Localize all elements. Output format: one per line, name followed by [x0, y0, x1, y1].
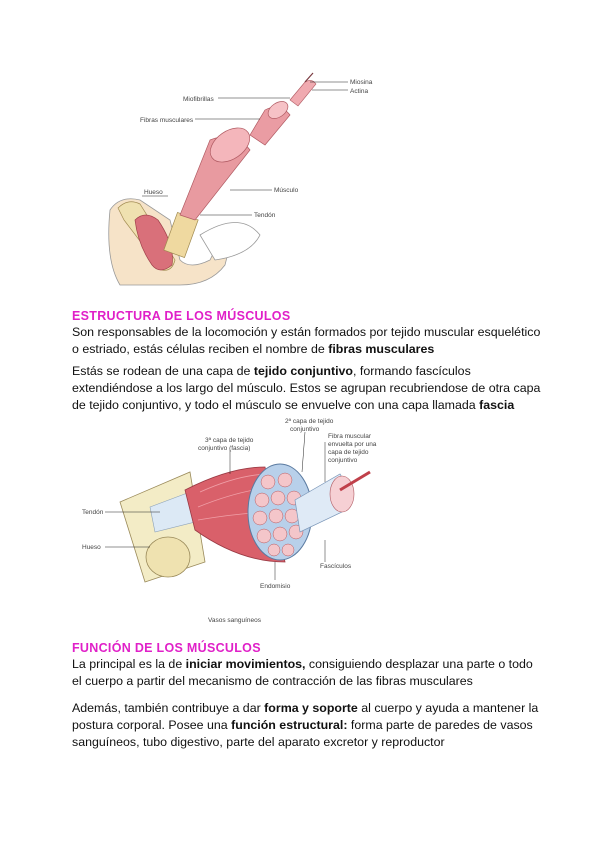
bone-end — [146, 537, 190, 577]
label-actina: Actina — [350, 88, 369, 95]
label-fibra-d: conjuntivo — [328, 457, 358, 464]
label-hueso: Hueso — [144, 189, 163, 196]
label-miosina: Miosina — [350, 79, 373, 86]
label-fibra-b: envuelta por una — [328, 441, 377, 448]
myofibril — [290, 80, 316, 106]
label-tendon-fig2: Tendón — [82, 509, 104, 516]
muscle-cross-section-figure — [80, 412, 390, 627]
label-capa2a: 2ª capa de tejido — [285, 418, 334, 425]
label-fibra-c: capa de tejido — [328, 449, 369, 456]
forearm-outline — [200, 223, 260, 261]
label-vasos: Vasos sanguíneos — [208, 617, 261, 624]
label-fibra-a: Fibra muscular — [328, 433, 371, 440]
label-miofibrillas: Miofibrillas — [183, 96, 214, 103]
paragraph-fibras: Son responsables de la locomoción y están formados por tejido muscular esquelético o estriado, estás células reciben el nombre de fibras musculares — [72, 325, 541, 356]
label-fasciculos: Fascículos — [320, 563, 352, 570]
label-capa2b: conjuntivo — [290, 426, 320, 433]
section-heading-estructura: ESTRUCTURA DE LOS MÚSCULOS — [72, 309, 291, 323]
label-tendon: Tendón — [254, 212, 276, 219]
paragraph-movimientos: La principal es la de iniciar movimientos, consiguiendo desplazar una parte o todo el cuerpo a partir del mecanismo de contracción de las fibras musculares — [72, 657, 533, 688]
paragraph-tejido-conjuntivo: Estás se rodean de una capa de tejido conjuntivo, formando fascículos extendiéndose a los largo del músculo. Estos se agrupan recubriendose de otra capa de tejido conjuntivo, y todo el músculo se envuelve con una capa llamada fascia — [72, 364, 541, 412]
section-heading-funcion: FUNCIÓN DE LOS MÚSCULOS — [72, 641, 261, 655]
paragraph-forma-soporte: Además, también contribuye a dar forma y soporte al cuerpo y ayuda a mantener la postura corporal. Posee una función estructural: forma parte de paredes de vasos sanguíneos, tubo digestivo, parte del aparato excretor y reproductor — [72, 701, 539, 749]
muscle-structure-figure — [100, 70, 390, 290]
fiber-end — [330, 476, 354, 512]
label-capa3a: 3ª capa de tejido — [205, 437, 254, 444]
label-fibras-musculares: Fibras musculares — [140, 117, 194, 124]
label-musculo: Músculo — [274, 187, 299, 194]
label-hueso-fig2: Hueso — [82, 544, 101, 551]
label-capa3b: conjuntivo (fascia) — [198, 445, 251, 452]
label-endomisio: Endomisio — [260, 583, 291, 590]
